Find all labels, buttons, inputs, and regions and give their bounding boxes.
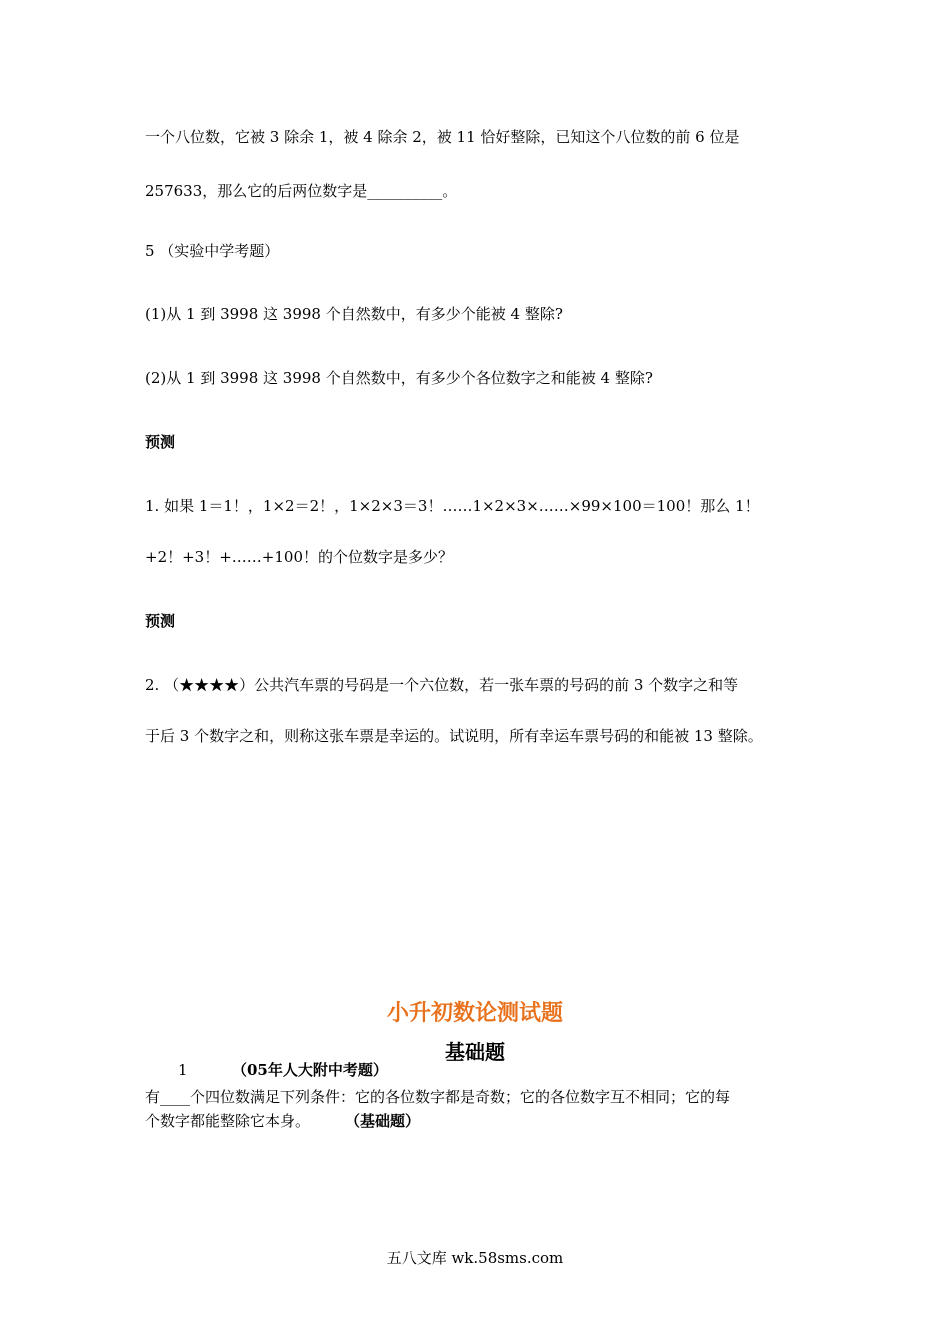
problem5-heading: 5 （实验中学考题） <box>145 242 280 260</box>
q1-line1: 有____个四位数满足下列条件：它的各位数字都是奇数；它的各位数字互不相同；它的每 <box>145 1088 731 1106</box>
test-title: 小升初数论测试题 <box>386 1000 563 1026</box>
prediction1-line2: +2！+3！+……+100！的个位数字是多少？ <box>145 548 453 566</box>
prediction2-label: 预测 <box>145 612 176 630</box>
problem5-part2: (2)从 1 到 3998 这 3998 个自然数中，有多少个各位数字之和能被 4 整除? <box>145 369 653 387</box>
q1-line2: 个数字都能整除它本身。 <box>145 1112 311 1130</box>
problem4-line2: 257633，那么它的后两位数字是__________。 <box>145 182 458 200</box>
footer-watermark: 五八文库 wk.58sms.com <box>386 1249 564 1267</box>
prediction1-line1: 1. 如果 1＝1！，1×2＝2！，1×2×3＝3！……1×2×3×……×99×100＝100！那么 1！ <box>145 497 760 515</box>
problem4-line1: 一个八位数，它被 3 除余 1，被 4 除余 2，被 11 恰好整除，已知这个八位数的前 6 位是 <box>145 128 740 146</box>
problem5-part1: (1)从 1 到 3998 这 3998 个自然数中，有多少个能被 4 整除? <box>145 305 563 323</box>
prediction2-line2: 于后 3 个数字之和，则称这张车票是幸运的。试说明，所有幸运车票号码的和能被 13 整除。 <box>145 727 763 745</box>
q1-tag: （基础题） <box>345 1112 421 1130</box>
prediction2-line1: 2. （★★★★）公共汽车票的号码是一个六位数，若一张车票的号码的前 3 个数字之和等 <box>145 676 739 694</box>
q1-source: （05年人大附中考题） <box>232 1061 388 1079</box>
prediction1-label: 预测 <box>145 433 176 451</box>
q1-number: 1 <box>178 1061 188 1079</box>
test-subtitle: 基础题 <box>445 1040 505 1064</box>
